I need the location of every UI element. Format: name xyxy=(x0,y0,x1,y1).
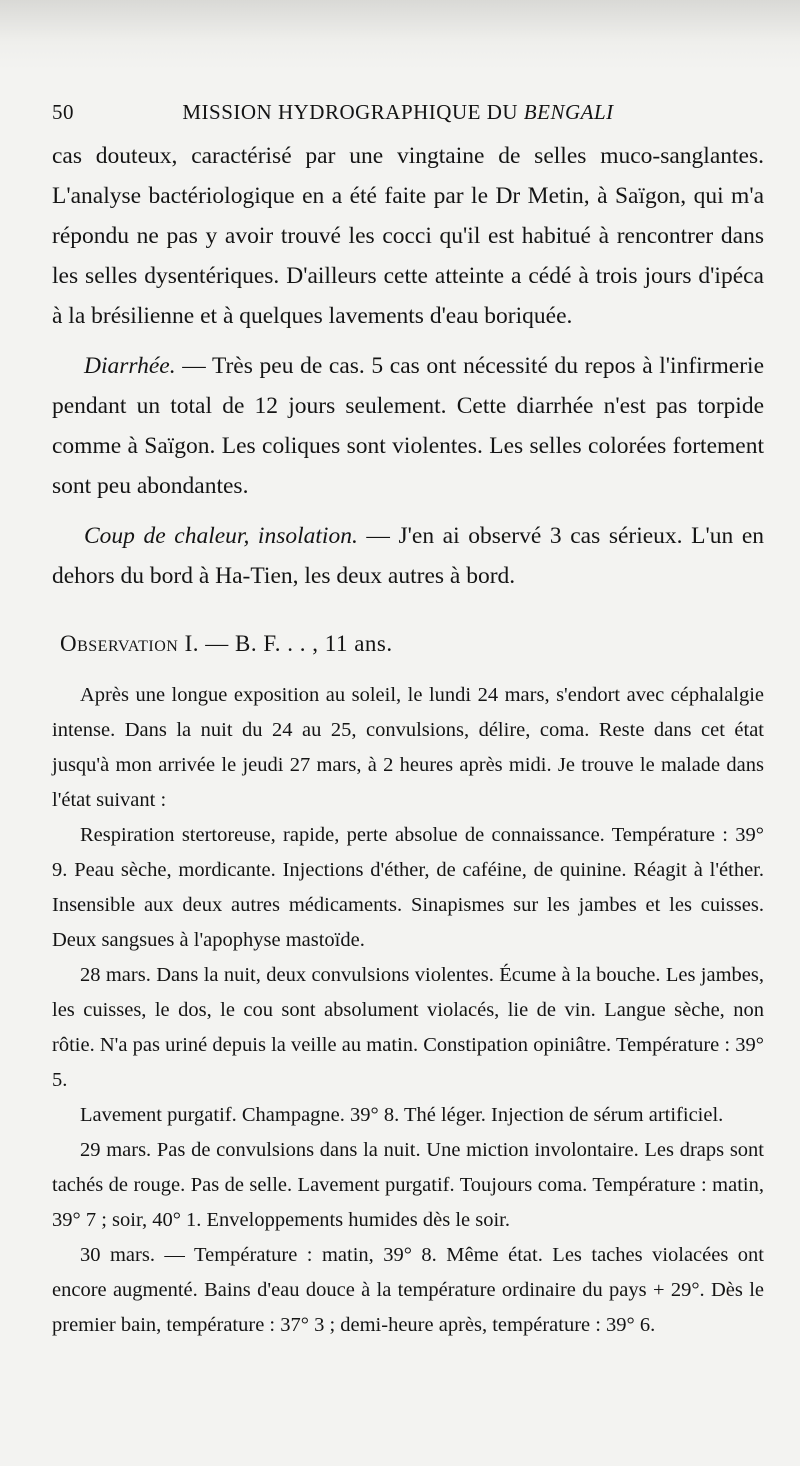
running-title-main: MISSION HYDROGRAPHIQUE DU xyxy=(182,100,519,124)
running-title xyxy=(112,100,764,125)
case-paragraph: 30 mars. — Température : matin, 39° 8. Même état. Les taches violacées ont encore augmenté. Bains d'eau douce à la température ordinaire du pays + 29°. Dès le premier bain, température : 37° 3 ; demi-heure après, température : 39° 6. xyxy=(52,1244,764,1336)
observation-patient: I. — B. F. . . , 11 ans. xyxy=(178,631,393,656)
paragraph-coup-de-chaleur-text: — J'en ai observé 3 cas sérieux. L'un en dehors du bord à Ha-Tien, les deux autres à bord. xyxy=(52,523,764,589)
page-number: 50 xyxy=(52,100,74,124)
case-paragraph: Lavement purgatif. Champagne. 39° 8. Thé léger. Injection de sérum artificiel. xyxy=(80,1104,724,1126)
paragraph-diarrhee-text: — Très peu de cas. 5 cas ont nécessité du repos à l'infirmerie pendant un total de 12 jours seulement. Cette diarrhée n'est pas torpide comme à Saïgon. Les coliques sont violentes. Les selles colorées fortement sont peu abondantes. xyxy=(52,353,764,499)
paragraph-diarrhee xyxy=(52,346,764,506)
paragraph-dysentery-continued: cas douteux, caractérisé par une vingtaine de selles muco-sanglantes. L'analyse bactériologique en a été faite par le Dr Metin, à Saïgon, qui m'a répondu ne pas y avoir trouvé les cocci qu'il est habitué à rencontrer dans les selles dysentériques. D'ailleurs cette atteinte a cédé à trois jours d'ipéca à la brésilienne et à quelques lavements d'eau boriquée. xyxy=(52,143,764,329)
book-page xyxy=(52,100,764,1343)
main-text xyxy=(52,136,764,596)
section-heading-coup-de-chaleur: Coup de chaleur, insolation. xyxy=(84,523,358,549)
case-paragraph: Après une longue exposition au soleil, le lundi 24 mars, s'endort avec céphalalgie intense. Dans la nuit du 24 au 25, convulsions, délire, coma. Reste dans cet état jusqu'à mon arrivée le jeudi 27 mars, à 2 heures après midi. Je trouve le malade dans l'état suivant : xyxy=(52,684,764,811)
case-paragraph: Respiration stertoreuse, rapide, perte absolue de connaissance. Température : 39° 9. Peau sèche, mordicante. Injections d'éther, de caféine, de quinine. Réagit à l'éther. Insensible aux deux autres médicaments. Sinapismes sur les jambes et les cuisses. Deux sangsues à l'apophyse mastoïde. xyxy=(52,824,764,951)
section-heading-diarrhee: Diarrhée. xyxy=(84,353,176,379)
page-top-shadow xyxy=(0,0,800,70)
observation-label: Observation xyxy=(60,631,179,656)
observation-heading xyxy=(52,624,764,664)
case-report xyxy=(52,678,764,1343)
case-paragraph: 28 mars. Dans la nuit, deux convulsions violentes. Écume à la bouche. Les jambes, les cuisses, le dos, le cou sont absolument violacés, lie de vin. Langue sèche, non rôtie. N'a pas uriné depuis la veille au matin. Constipation opiniâtre. Température : 39° 5. xyxy=(52,964,764,1091)
running-header xyxy=(52,100,764,136)
case-paragraph: 29 mars. Pas de convulsions dans la nuit. Une miction involontaire. Les draps sont tachés de rouge. Pas de selle. Lavement purgatif. Toujours coma. Température : matin, 39° 7 ; soir, 40° 1. Enveloppements humides dès le soir. xyxy=(52,1139,764,1231)
paragraph-coup-de-chaleur xyxy=(52,516,764,596)
running-title-ship: BENGALI xyxy=(523,100,614,124)
